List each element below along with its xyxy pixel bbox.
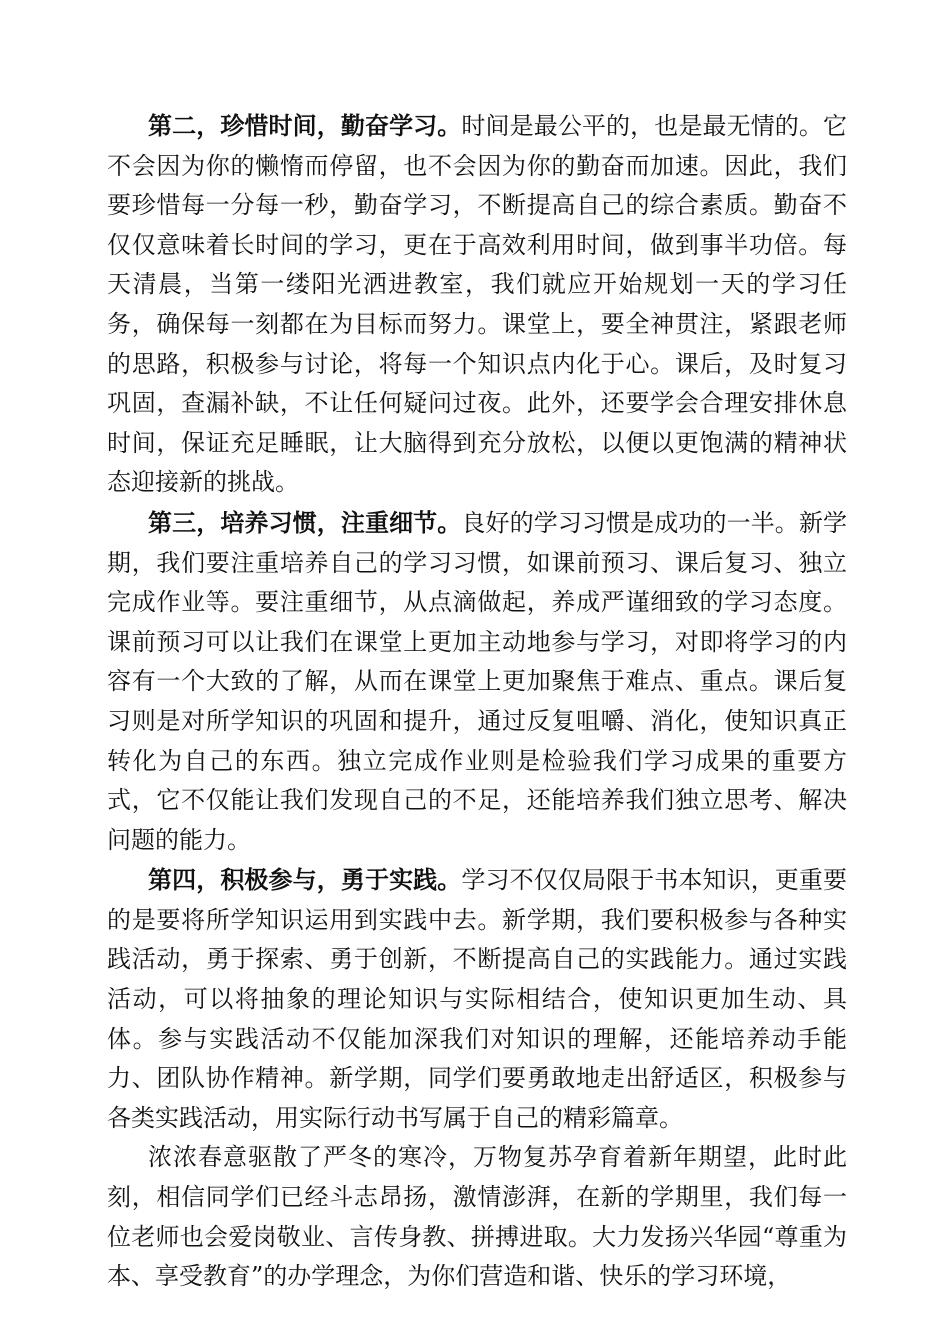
paragraph-spring [107, 1138, 847, 1296]
paragraph-heading: 第四，积极参与，勇于实践。 [148, 865, 462, 895]
paragraph-heading: 第三，培养习惯，注重细节。 [148, 507, 462, 537]
paragraph-habits [107, 503, 847, 860]
paragraph-heading: 第二，珍惜时间，勤奋学习。 [148, 111, 462, 140]
paragraph-cherish-time [107, 106, 847, 503]
paragraph-practice [107, 860, 847, 1138]
paragraph-body: 时间是最公平的，也是最无情的。它不会因为你的懒惰而停留，也不会因为你的勤奋而加速。因此，我们要珍惜每一分每一秒，勤奋学习，不断提高自己的综合素质。勤奋不仅仅意味着长时间的学习，更在于高效利用时间，做到事半功倍。每天清晨，当第一缕阳光洒进教室，我们就应开始规划一天的学习任务，确保每一刻都在为目标而努力。课堂上，要全神贯注，紧跟老师的思路，积极参与讨论，将每一个知识点内化于心。课后，及时复习巩固，查漏补缺，不让任何疑问过夜。此外，还要学会合理安排休息时间，保证充足睡眠，让大脑得到充分放松，以便以更饱满的精神状态迎接新的挑战。 [107, 112, 848, 497]
paragraph-body: 浓浓春意驱散了严冬的寒冷，万物复苏孕育着新年期望，此时此刻，相信同学们已经斗志昂扬，激情澎湃，在新的学期里，我们每一位老师也会爱岗敬业、言传身教、拼搏进取。大力发扬兴华园“尊重为本、享受教育”的办学理念，为你们营造和谐、快乐的学习环境， [107, 1143, 847, 1291]
paragraph-body: 学习不仅仅局限于书本知识，更重要的是要将所学知识运用到实践中去。新学期，我们要积极参与各种实践活动，勇于探索、勇于创新，不断提高自己的实践能力。通过实践活动，可以将抽象的理论知识与实际相结合，使知识更加生动、具体。参与实践活动不仅能加深我们对知识的理解，还能培养动手能力、团队协作精神。新学期，同学们要勇敢地走出舒适区，积极参与各类实践活动，用实际行动书写属于自己的精彩篇章。 [107, 866, 848, 1132]
paragraph-body: 良好的学习习惯是成功的一半。新学期，我们要注重培养自己的学习习惯，如课前预习、课后复习、独立完成作业等。要注重细节，从点滴做起，养成严谨细致的学习态度。课前预习可以让我们在课堂上更加主动地参与学习，对即将学习的内容有一个大致的了解，从而在课堂上更加聚焦于难点、重点。课后复习则是对所学知识的巩固和提升，通过反复咀嚼、消化，使知识真正转化为自己的东西。独立完成作业则是检验我们学习成果的重要方式，它不仅能让我们发现自己的不足，还能培养我们独立思考、解决问题的能力。 [107, 508, 848, 854]
document-page [107, 106, 847, 1297]
